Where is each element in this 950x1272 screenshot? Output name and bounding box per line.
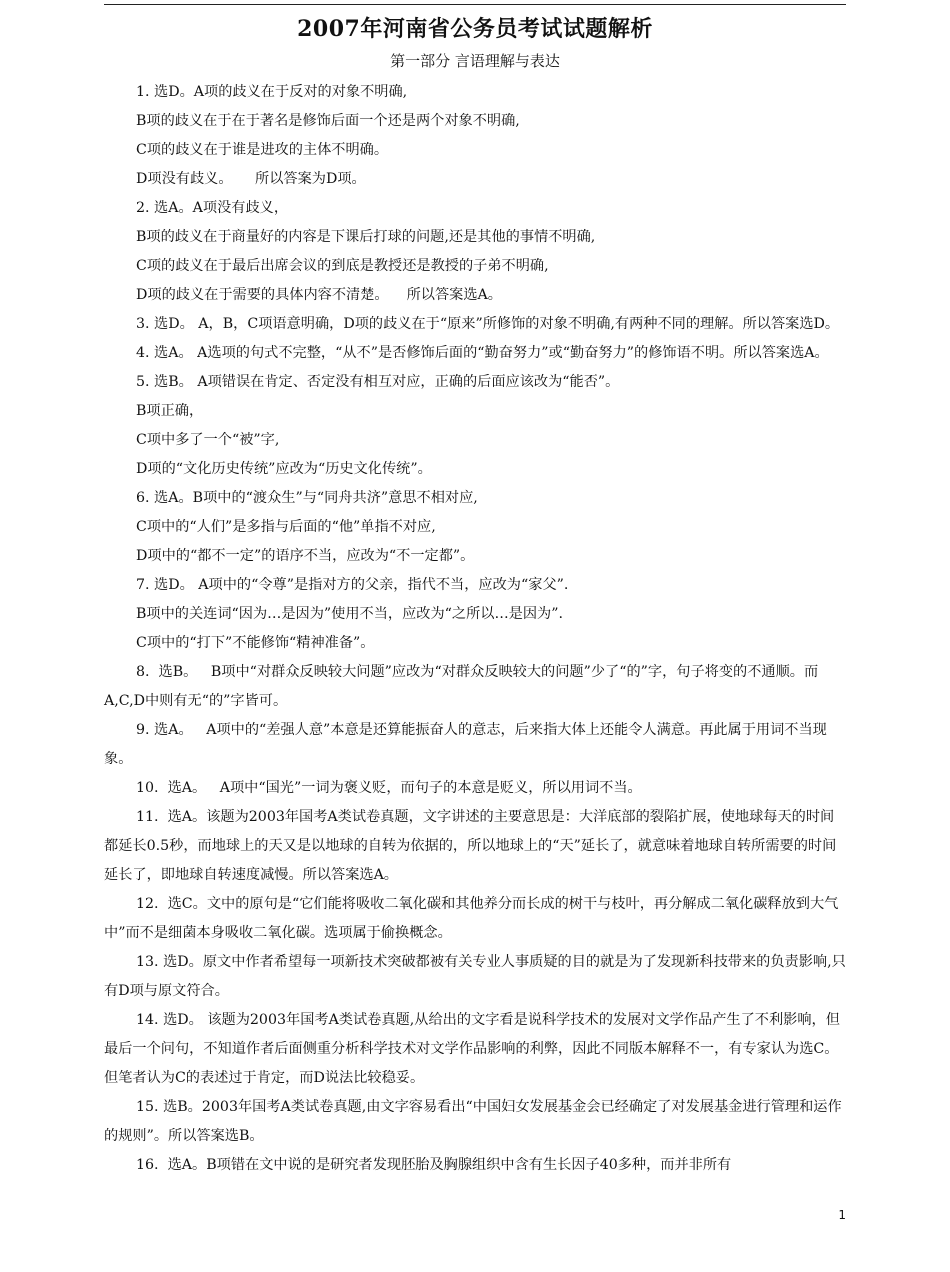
paragraph: B项的歧义在于在于著名是修饰后面一个还是两个对象不明确, xyxy=(136,113,520,129)
paragraph: 3. 选D。 A，B，C项语意明确，D项的歧义在于“原来”所修饰的对象不明确,有两种不同的理解。所以答案选D。 xyxy=(136,316,840,332)
paragraph: 9. 选A。 A项中的“差强人意”本意是还算能振奋人的意志，后来指大体上还能令人满意。再此属于用词不当现象。 xyxy=(104,722,827,767)
paragraph: 5. 选B。 A项错误在肯定、否定没有相互对应，正确的后面应该改为“能否”。 xyxy=(136,374,620,390)
paragraph: 14. 选D。 该题为2003年国考A类试卷真题,从给出的文字看是说科学技术的发展对文学作品产生了不利影响，但最后一个问句，不知道作者后面侧重分析科学技术对文学作品影响的利弊，因此不同版本解释不一，有专家认为选C。但笔者认为C的表述过于肯定，而D说法比较稳妥。 xyxy=(104,1012,840,1086)
paragraph: C项的歧义在于最后出席会议的到底是教授还是教授的子弟不明确, xyxy=(136,258,549,274)
top-rule xyxy=(104,4,846,5)
paragraph: 15. 选B。2003年国考A类试卷真题,由文字容易看出“中国妇女发展基金会已经确定了对发展基金进行管理和运作的规则”。所以答案选B。 xyxy=(104,1099,842,1144)
paragraph: D项的歧义在于需要的具体内容不清楚。 所以答案选A。 xyxy=(136,287,502,303)
paragraph: 13. 选D。原文中作者希望每一项新技术突破都被有关专业人事质疑的目的就是为了发现新科技带来的负责影响,只有D项与原文符合。 xyxy=(104,954,846,999)
paragraph: B项的歧义在于商量好的内容是下课后打球的问题,还是其他的事情不明确, xyxy=(136,229,596,245)
paragraph: 12. 选C。文中的原句是“它们能将吸收二氧化碳和其他养分而长成的树干与枝叶，再分解成二氧化碳释放到大气中”而不是细菌本身吸收二氧化碳。选项属于偷换概念。 xyxy=(104,896,839,941)
paragraph: 1. 选D。A项的歧义在于反对的对象不明确, xyxy=(136,84,408,100)
paragraph: D项中的“都不一定”的语序不当，应改为“不一定都”。 xyxy=(136,548,475,564)
paragraph: C项的歧义在于谁是进攻的主体不明确。 xyxy=(136,142,389,158)
paragraph: C项中多了一个“被”字, xyxy=(136,432,280,448)
paragraph: 8. 选B。 B项中“对群众反映较大问题”应改为“对群众反映较大的问题”少了“的”字，句子将变的不通顺。而A,C,D中则有无“的”字皆可。 xyxy=(104,664,819,709)
paragraph: 10. 选A。 A项中“国光”一词为褒义贬，而句子的本意是贬义，所以用词不当。 xyxy=(136,780,642,796)
paragraph: 7. 选D。 A项中的“令尊”是指对方的父亲，指代不当，应改为“家父”. xyxy=(136,577,569,593)
paragraph: 16. 选A。B项错在文中说的是研究者发现胚胎及胸腺组织中含有生长因子40多种，而并非所有 xyxy=(136,1157,732,1173)
paragraph: C项中的“人们”是多指与后面的“他”单指不对应, xyxy=(136,519,436,535)
paragraph: D项的“文化历史传统”应改为“历史文化传统”。 xyxy=(136,461,432,477)
paragraph: C项中的“打下”不能修饰“精神准备”。 xyxy=(136,635,375,651)
paragraph: 4. 选A。 A选项的句式不完整，“从不”是否修饰后面的“勤奋努力”或“勤奋努力”的修饰语不明。所以答案选A。 xyxy=(136,345,829,361)
paragraph: 6. 选A。B项中的“渡众生”与“同舟共济”意思不相对应, xyxy=(136,490,478,506)
page-number: 1 xyxy=(838,1208,846,1222)
paragraph: 11. 选A。该题为2003年国考A类试卷真题，文字讲述的主要意思是：大洋底部的裂陷扩展，使地球每天的时间都延长0.5秒，而地球上的天又是以地球的自转为依据的，所以地球上的“天”延长了，就意味着地球自转所需要的时间延长了，即地球自转速度减慢。所以答案选A。 xyxy=(104,809,837,883)
document-title: 2007年河南省公务员考试试题解析 xyxy=(297,16,653,42)
paragraph: B项中的关连词“因为…是因为”使用不当，应改为“之所以…是因为”. xyxy=(136,606,564,622)
paragraph: 2. 选A。A项没有歧义， xyxy=(136,200,289,216)
paragraph: B项正确， xyxy=(136,403,204,419)
section-heading: 第一部分 言语理解与表达 xyxy=(390,52,560,70)
document-body xyxy=(104,78,846,1180)
paragraph: D项没有歧义。 所以答案为D项。 xyxy=(136,171,366,187)
